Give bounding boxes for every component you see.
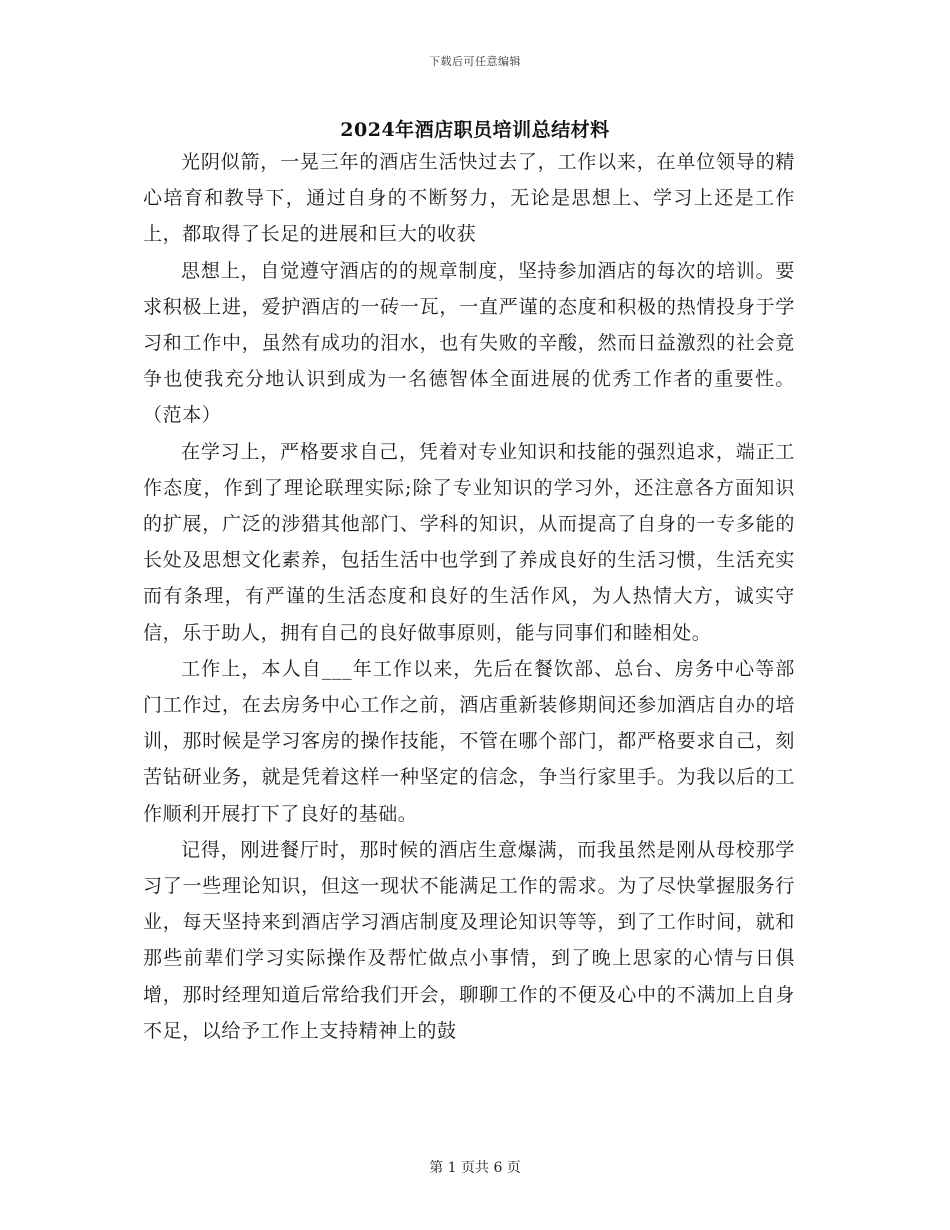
document-body xyxy=(143,144,795,1049)
page-header: 下载后可任意编辑 xyxy=(429,55,521,68)
paragraph-4: 工作上，本人自___年工作以来，先后在餐饮部、总台、房务中心等部门工作过，在去房务中心工作之前，酒店重新装修期间还参加酒店自办的培训，那时候是学习客房的操作技能，不管在哪个部门，都严格要求自己，刻苦钻研业务，就是凭着这样一种坚定的信念，争当行家里手。为我以后的工作顺利开展打下了良好的基础。 xyxy=(143,657,795,825)
page-number-footer: 第 1 页共 6 页 xyxy=(429,1160,521,1176)
paragraph-2: 思想上，自觉遵守酒店的的规章制度，坚持参加酒店的每次的培训。要求积极上进，爱护酒店的一砖一瓦，一直严谨的态度和积极的热情投身于学习和工作中，虽然有成功的泪水，也有失败的辛酸，然而日益激烈的社会竟争也使我充分地认识到成为一名德智体全面进展的优秀工作者的重要性。（范本） xyxy=(143,259,795,427)
paragraph-3: 在学习上，严格要求自己，凭着对专业知识和技能的强烈追求，端正工作态度，作到了理论联理实际;除了专业知识的学习外，还注意各方面知识的扩展，广泛的涉猎其他部门、学科的知识，从而提高了自身的一专多能的长处及思想文化素养，包括生活中也学到了养成良好的生活习惯，生活充实而有条理，有严谨的生活态度和良好的生活作风，为人热情大方，诚实守信，乐于助人，拥有自己的良好做事原则，能与同事们和睦相处。 xyxy=(143,440,795,644)
paragraph-5: 记得，刚进餐厅时，那时候的酒店生意爆满，而我虽然是刚从母校那学习了一些理论知识，但这一现状不能满足工作的需求。为了尽快掌握服务行业，每天坚持来到酒店学习酒店制度及理论知识等等，到了工作时间，就和那些前辈们学习实际操作及帮忙做点小事情，到了晚上思家的心情与日俱增，那时经理知道后常给我们开会，聊聊工作的不便及心中的不满加上自身不足，以给予工作上支持精神上的鼓 xyxy=(143,838,795,1042)
document-title: 2024年酒店职员培训总结材料 xyxy=(340,119,610,141)
paragraph-1: 光阴似箭，一晃三年的酒店生活快过去了，工作以来，在单位领导的精心培育和教导下，通过自身的不断努力，无论是思想上、学习上还是工作上，都取得了长足的进展和巨大的收获 xyxy=(143,151,795,246)
